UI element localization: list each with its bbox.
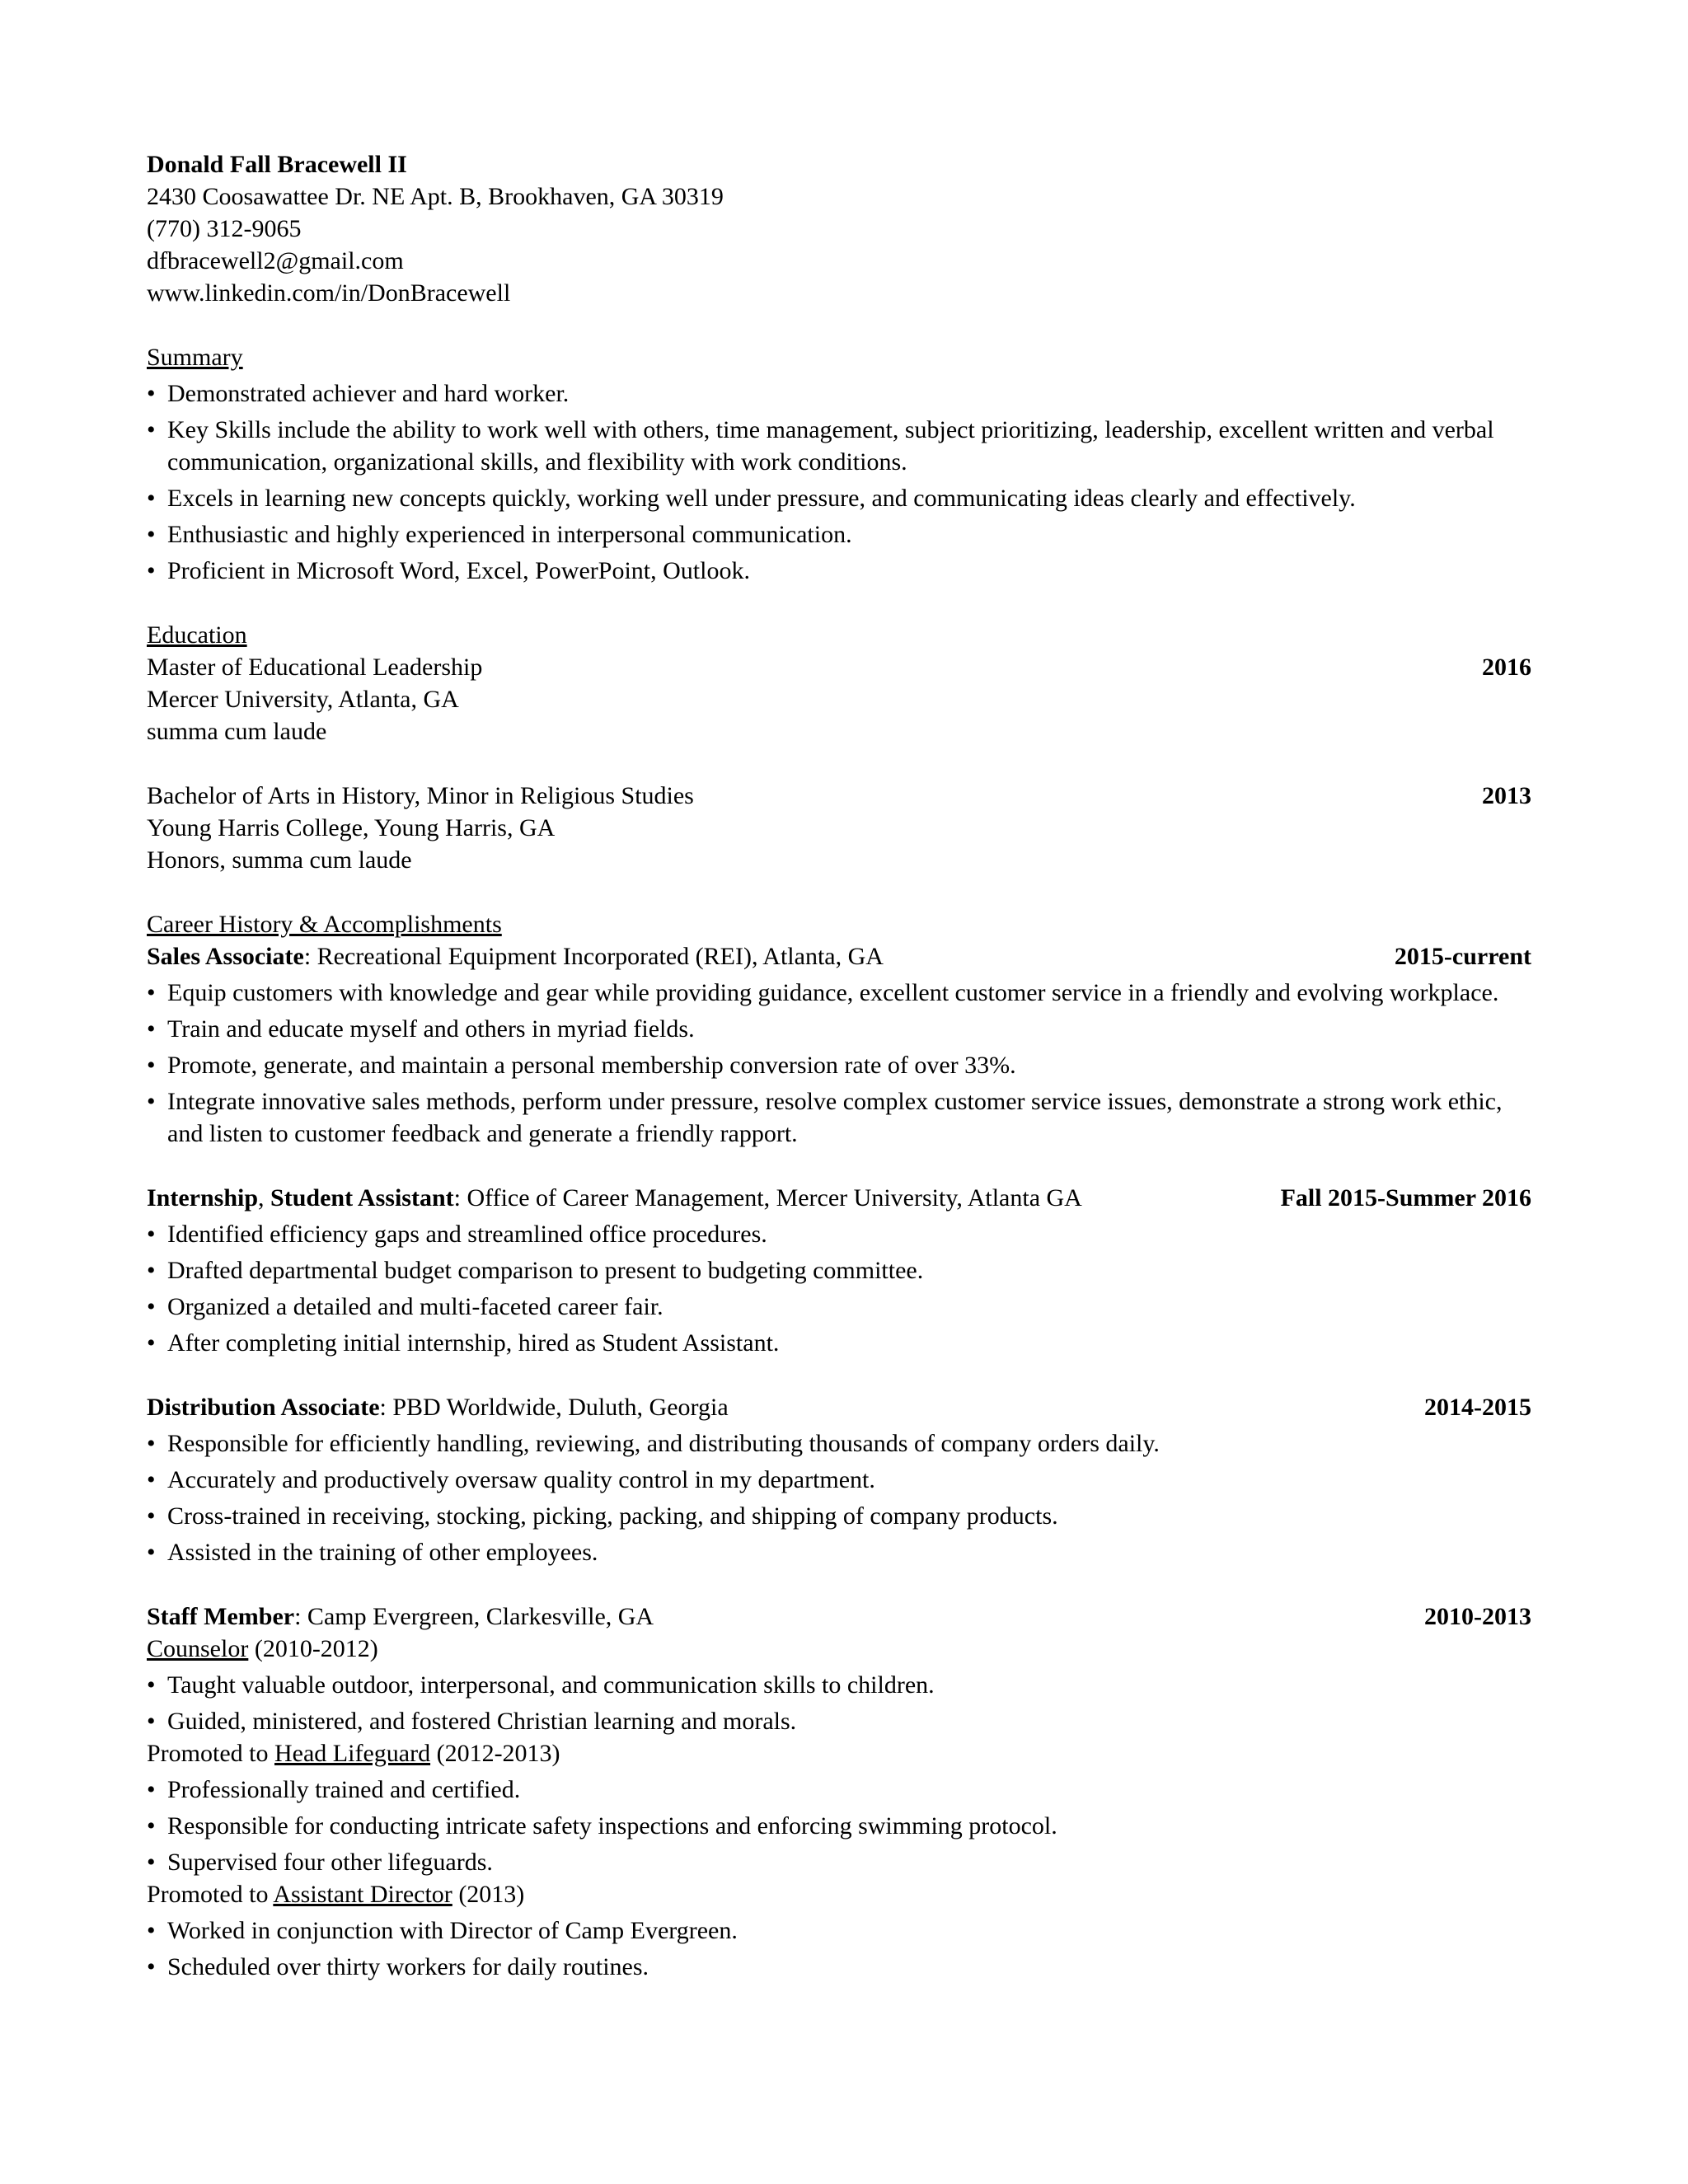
- list-item: • Excels in learning new concepts quickly, working well under pressure, and communicating ideas clearly and effectively.: [147, 482, 1531, 514]
- job-title: Distribution Associate: [147, 1394, 380, 1421]
- role-line: [147, 1737, 1531, 1769]
- list-item: • Enthusiastic and highly experienced in interpersonal communication.: [147, 518, 1531, 551]
- list-item: • Proficient in Microsoft Word, Excel, PowerPoint, Outlook.: [147, 555, 1531, 587]
- email: dfbracewell2@gmail.com: [147, 247, 404, 274]
- job-dates: Fall 2015-Summer 2016: [1280, 1184, 1531, 1212]
- job-title-line: [147, 1182, 1082, 1214]
- role-title: Head Lifeguard: [274, 1740, 431, 1767]
- education-heading: Education: [147, 621, 247, 649]
- job-header-row: [147, 1601, 1531, 1633]
- role-line: [147, 1878, 1531, 1910]
- summary-list: [147, 377, 1531, 587]
- linkedin-url: www.linkedin.com/in/DonBracewell: [147, 279, 511, 307]
- list-item: • Scheduled over thirty workers for daily routines.: [147, 1951, 1531, 1983]
- role-duties: [147, 1915, 1531, 1983]
- graduation-year: 2016: [1482, 654, 1531, 681]
- list-item: • Drafted departmental budget comparison to present to budgeting committee.: [147, 1254, 1531, 1286]
- list-item: • Equip customers with knowledge and gear while providing guidance, excellent customer service in a friendly and evolving workplace.: [147, 977, 1531, 1009]
- degree-row: [147, 780, 1531, 812]
- honors: Honors, summa cum laude: [147, 846, 412, 874]
- list-item: • Responsible for conducting intricate safety inspections and enforcing swimming protocol.: [147, 1810, 1531, 1842]
- job-header-row: [147, 1391, 1531, 1423]
- degree: Bachelor of Arts in History, Minor in Religious Studies: [147, 782, 694, 809]
- employer: : Camp Evergreen, Clarkesville, GA: [294, 1603, 654, 1630]
- list-item: • Cross-trained in receiving, stocking, picking, packing, and shipping of company products.: [147, 1500, 1531, 1532]
- job-header-row: [147, 1182, 1531, 1214]
- job-dates: 2014-2015: [1424, 1394, 1531, 1421]
- job-entry: [147, 1182, 1531, 1359]
- honors: summa cum laude: [147, 718, 327, 745]
- list-item: • Worked in conjunction with Director of Camp Evergreen.: [147, 1915, 1531, 1947]
- job-title-line: [147, 1391, 729, 1423]
- education-section: [147, 619, 1531, 876]
- job-header-row: [147, 940, 1531, 972]
- role-period: (2010-2012): [248, 1635, 378, 1662]
- role-prefix: Promoted to: [147, 1740, 274, 1767]
- job-dates: 2010-2013: [1424, 1603, 1531, 1630]
- list-item: • Promote, generate, and maintain a personal membership conversion rate of over 33%.: [147, 1049, 1531, 1081]
- phone: (770) 312-9065: [147, 215, 302, 242]
- education-entry: [147, 651, 1531, 748]
- job-title-line: [147, 1601, 654, 1633]
- job-dates: 2015-current: [1394, 943, 1531, 970]
- list-item: • Taught valuable outdoor, interpersonal, and communication skills to children.: [147, 1669, 1531, 1701]
- education-entry: [147, 780, 1531, 876]
- job-title: Staff Member: [147, 1603, 295, 1630]
- role-title: Assistant Director: [273, 1881, 452, 1908]
- list-item: • Demonstrated achiever and hard worker.: [147, 377, 1531, 410]
- degree: Master of Educational Leadership: [147, 654, 483, 681]
- candidate-name: Donald Fall Bracewell II: [147, 151, 407, 178]
- role-prefix: Promoted to: [147, 1881, 274, 1908]
- job-duties: [147, 977, 1531, 1150]
- job-title: Internship: [147, 1184, 259, 1212]
- job-duties: [147, 1218, 1531, 1359]
- career-section: [147, 908, 1531, 1983]
- role-duties: [147, 1669, 1531, 1737]
- degree-row: [147, 651, 1531, 683]
- list-item: • Integrate innovative sales methods, perform under pressure, resolve complex customer service issues, demonstrate a strong work ethic, and listen to customer feedback and generate a friendly rapport.: [147, 1085, 1531, 1150]
- list-item: • Assisted in the training of other employees.: [147, 1536, 1531, 1568]
- list-item: • Train and educate myself and others in myriad fields.: [147, 1013, 1531, 1045]
- career-heading: Career History & Accomplishments: [147, 911, 502, 938]
- employer: : PBD Worldwide, Duluth, Georgia: [379, 1394, 729, 1421]
- job-duties: [147, 1427, 1531, 1568]
- list-item: • Identified efficiency gaps and streamlined office procedures.: [147, 1218, 1531, 1250]
- job-entry: [147, 1391, 1531, 1568]
- list-item: • After completing initial internship, hired as Student Assistant.: [147, 1327, 1531, 1359]
- list-item: • Supervised four other lifeguards.: [147, 1846, 1531, 1878]
- school: Young Harris College, Young Harris, GA: [147, 814, 556, 841]
- summary-section: [147, 341, 1531, 587]
- graduation-year: 2013: [1482, 782, 1531, 809]
- job-entry: [147, 1601, 1531, 1983]
- list-item: • Professionally trained and certified.: [147, 1774, 1531, 1806]
- school: Mercer University, Atlanta, GA: [147, 686, 459, 713]
- list-item: • Responsible for efficiently handling, reviewing, and distributing thousands of company orders daily.: [147, 1427, 1531, 1460]
- list-item: • Organized a detailed and multi-faceted career fair.: [147, 1291, 1531, 1323]
- role-title: Counselor: [147, 1635, 249, 1662]
- title-separator: ,: [258, 1184, 271, 1212]
- role-duties: [147, 1774, 1531, 1878]
- resume-page: [147, 148, 1531, 1983]
- job-title-line: [147, 940, 884, 972]
- list-item: • Accurately and productively oversaw quality control in my department.: [147, 1464, 1531, 1496]
- job-title: Sales Associate: [147, 943, 304, 970]
- list-item: • Guided, ministered, and fostered Christian learning and morals.: [147, 1705, 1531, 1737]
- job-entry: [147, 940, 1531, 1150]
- role-period: (2013): [452, 1881, 525, 1908]
- role-period: (2012-2013): [430, 1740, 560, 1767]
- employer: : Recreational Equipment Incorporated (REI), Atlanta, GA: [303, 943, 884, 970]
- role-line: [147, 1633, 1531, 1665]
- address: 2430 Coosawattee Dr. NE Apt. B, Brookhaven, GA 30319: [147, 183, 724, 210]
- list-item: • Key Skills include the ability to work well with others, time management, subject prioritizing, leadership, excellent written and verbal communication, organizational skills, and flexibility with work conditions.: [147, 414, 1531, 478]
- employer: : Office of Career Management, Mercer University, Atlanta GA: [453, 1184, 1082, 1212]
- job-title-secondary: Student Assistant: [270, 1184, 454, 1212]
- contact-block: [147, 148, 1531, 309]
- summary-heading: Summary: [147, 344, 243, 371]
